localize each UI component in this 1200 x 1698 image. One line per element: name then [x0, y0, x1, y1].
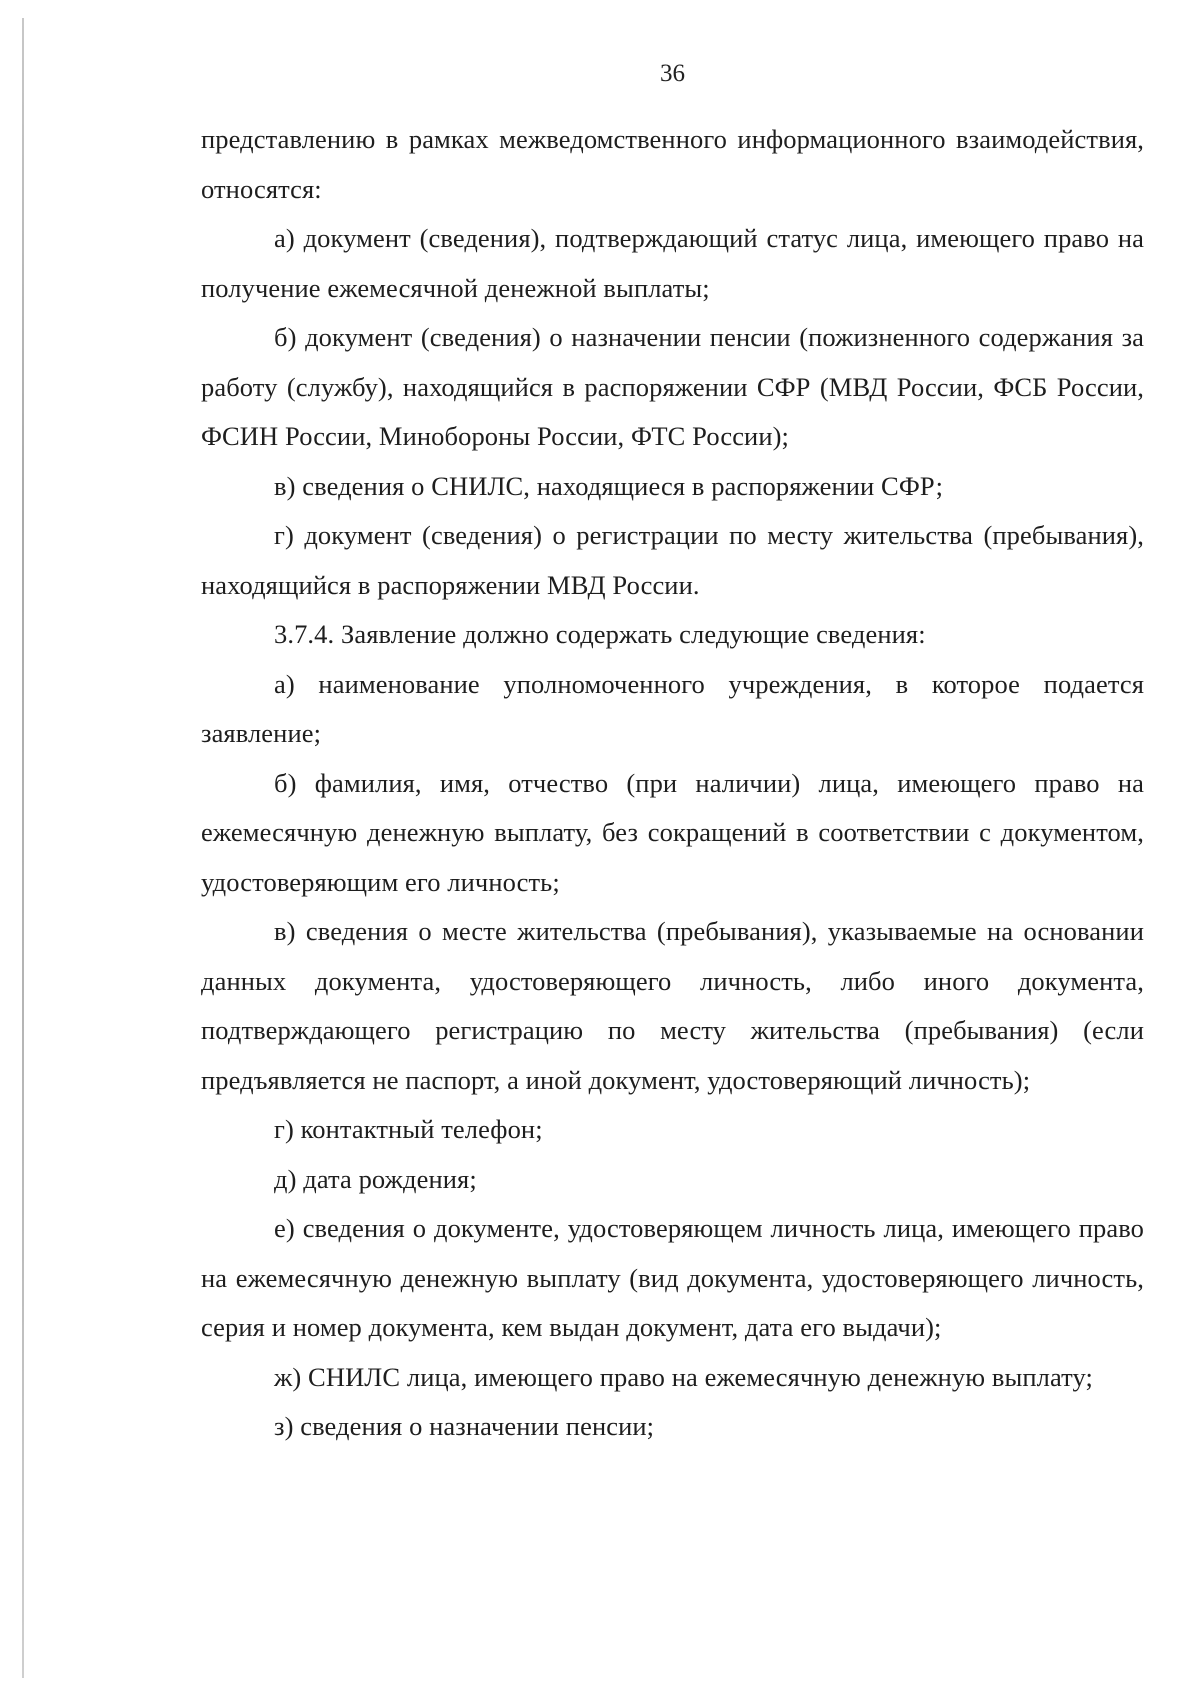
list-item-a-status-document: а) документ (сведения), подтверждающий статус лица, имеющего право на получение ежемесячной денежной выплаты; [201, 223, 1144, 303]
application-item-d: д) дата рождения; [274, 1163, 477, 1194]
application-item-v: в) сведения о месте жительства (пребывания), указываемые на основании данных документа, удостоверяющего личность, либо иного документа, подтверждающего регистрацию по месту жительства (пребывания) (если предъявляется не паспорт, а иной документ, удостоверяющий личность); [201, 916, 1144, 1095]
application-item-a: а) наименование уполномоченного учреждения, в которое подается заявление; [201, 668, 1144, 748]
application-item-zh: ж) СНИЛС лица, имеющего право на ежемесячную денежную выплату; [274, 1361, 1093, 1392]
application-item-b: б) фамилия, имя, отчество (при наличии) лица, имеющего право на ежемесячную денежную выплату, без сокращений в соответствии с документом, удостоверяющим его личность; [201, 767, 1144, 897]
document-body [201, 115, 1144, 1452]
list-item-b-pension-document: б) документ (сведения) о назначении пенсии (пожизненного содержания за работу (службу), находящийся в распоряжении СФР (МВД России, ФСБ России, ФСИН России, Минобороны России, ФТС России); [201, 322, 1144, 451]
list-item-g-registration: г) документ (сведения) о регистрации по месту жительства (пребывания), находящийся в распоряжении МВД России. [201, 520, 1144, 600]
scan-edge-line [22, 18, 24, 1678]
application-item-e: е) сведения о документе, удостоверяющем личность лица, имеющего право на ежемесячную денежную выплату (вид документа, удостоверяющего личность, серия и номер документа, кем выдан документ, дата его выдачи); [201, 1213, 1144, 1342]
paragraph-continuation: представлению в рамках межведомственного информационного взаимодействия, относятся: [201, 124, 1144, 204]
page-number: 36 [660, 60, 685, 87]
application-item-g: г) контактный телефон; [274, 1114, 543, 1144]
clause-3-7-4: 3.7.4. Заявление должно содержать следующие сведения: [274, 619, 926, 649]
list-item-v-snils: в) сведения о СНИЛС, находящиеся в распоряжении СФР; [274, 470, 944, 501]
application-item-z: з) сведения о назначении пенсии; [274, 1411, 655, 1441]
